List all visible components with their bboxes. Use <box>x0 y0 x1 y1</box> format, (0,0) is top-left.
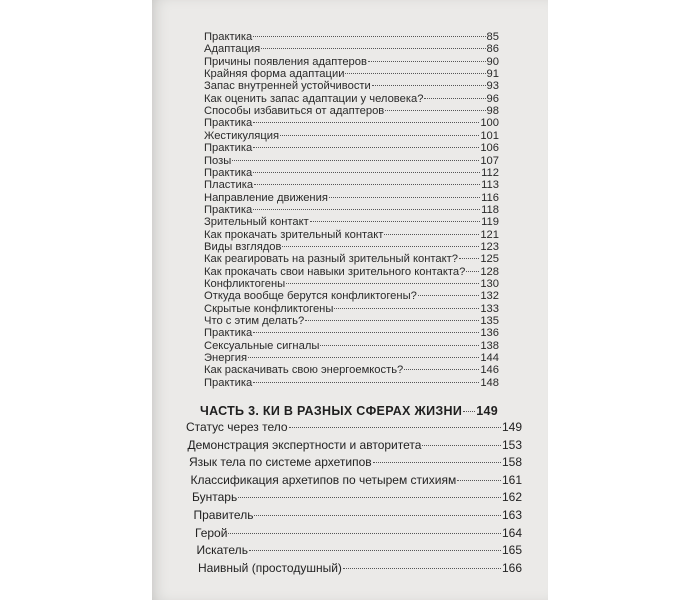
toc-leader-dots <box>232 160 479 161</box>
toc-leader-dots <box>463 411 475 412</box>
toc-page-number: 96 <box>486 92 499 105</box>
table-of-contents <box>152 0 548 600</box>
toc-entry-title: Как реагировать на разный зрительный контакт? <box>204 253 458 266</box>
toc-entry-title: Адаптация <box>204 43 261 56</box>
toc-page-number: 130 <box>480 278 499 290</box>
toc-page-number: 128 <box>480 265 499 278</box>
toc-page-number: 148 <box>480 376 499 389</box>
toc-entry-title: Язык тела по системе архетипов <box>189 455 372 470</box>
toc-entry-title: Запас внутренней устойчивости <box>204 80 371 93</box>
toc-entry-title: Статус через тело <box>186 420 288 434</box>
toc-page-number: 133 <box>480 302 499 315</box>
toc-leader-dots <box>329 197 480 198</box>
toc-leader-dots <box>280 135 479 136</box>
toc-leader-dots <box>404 369 479 370</box>
toc-page-number: 118 <box>481 203 499 216</box>
toc-entry-title: Крайняя форма адаптации <box>204 68 345 81</box>
toc-leader-dots <box>418 295 479 296</box>
toc-entry-title: Практика <box>204 142 253 155</box>
toc-page-number: 119 <box>481 216 499 229</box>
toc-entry-title: Практика <box>204 203 253 216</box>
toc-leader-dots <box>310 221 480 222</box>
toc-leader-dots <box>343 568 501 569</box>
toc-leader-dots <box>384 234 479 235</box>
toc-leader-dots <box>305 320 479 321</box>
toc-part-heading <box>200 404 498 418</box>
toc-entry <box>194 508 523 523</box>
toc-page-number: 144 <box>480 352 499 365</box>
toc-entry-title: Как прокачать зрительный контакт <box>204 228 384 241</box>
book-page <box>152 0 548 600</box>
toc-entry-title: Причины появления адаптеров <box>204 55 367 68</box>
toc-leader-dots <box>253 36 485 37</box>
toc-leader-dots <box>253 332 479 333</box>
toc-page-number: 113 <box>481 179 499 192</box>
toc-entry-title: Практика <box>204 31 253 43</box>
toc-page-number: 112 <box>481 166 499 179</box>
toc-page-number: 121 <box>480 228 499 241</box>
toc-entry <box>191 473 523 488</box>
toc-page-number: 161 <box>501 472 522 487</box>
toc-entry-title: Практика <box>204 166 253 179</box>
toc-page-number: 98 <box>486 105 499 118</box>
toc-leader-dots <box>249 550 501 551</box>
toc-entry-title: Пластика <box>204 179 254 192</box>
toc-page-number: 106 <box>480 142 499 155</box>
toc-entry-title: Конфликтогены <box>204 278 286 290</box>
toc-page-number: 90 <box>486 55 499 68</box>
toc-page-number: 107 <box>480 154 499 167</box>
toc-page-number: 158 <box>501 455 522 470</box>
toc-entry-title: Направление движения <box>204 191 328 204</box>
toc-leader-dots <box>254 515 501 516</box>
toc-leader-dots <box>286 283 479 284</box>
toc-entry-title: Энергия <box>204 352 248 365</box>
toc-entry-title: Позы <box>204 154 232 167</box>
toc-entry-title: Как оценить запас адаптации у человека? <box>204 92 424 105</box>
toc-entry-title: Герой <box>195 525 228 540</box>
toc-entry-title: Практика <box>204 117 253 130</box>
toc-page-number: 153 <box>501 437 522 452</box>
toc-leader-dots <box>466 271 479 272</box>
toc-leader-dots <box>372 85 486 86</box>
toc-leader-dots <box>345 73 485 74</box>
toc-entry-title: Зрительный контакт <box>204 216 309 229</box>
toc-entry-title: Скрытые конфликтогены <box>204 302 334 315</box>
toc-entry-title: ЧАСТЬ 3. КИ В РАЗНЫХ СФЕРАХ ЖИЗНИ <box>200 404 463 418</box>
toc-leader-dots <box>385 110 485 111</box>
toc-leader-dots <box>373 462 501 463</box>
toc-leader-dots <box>253 172 480 173</box>
toc-leader-dots <box>261 48 485 49</box>
toc-entry-title: Практика <box>204 327 253 340</box>
toc-page-number: 101 <box>480 129 499 142</box>
toc-leader-dots <box>254 184 480 185</box>
toc-page-number: 149 <box>476 404 498 418</box>
toc-leader-dots <box>459 258 479 259</box>
toc-entry <box>189 455 522 470</box>
toc-entry <box>197 543 523 558</box>
toc-entry-title: Жестикуляция <box>204 129 280 142</box>
toc-page-number: 138 <box>480 339 499 352</box>
toc-entry-title: Классификация архетипов по четырем стихиям <box>190 472 457 487</box>
toc-entry-title: Правитель <box>193 508 254 522</box>
toc-page-number: 163 <box>501 508 522 522</box>
toc-entry-title: Демонстрация экспертности и авторитета <box>187 437 422 452</box>
toc-entry <box>198 561 522 576</box>
toc-entry-title: Как раскачивать свою энергоемкость? <box>204 364 404 377</box>
toc-entry-title: Практика <box>204 376 253 389</box>
toc-entry <box>192 490 522 505</box>
toc-leader-dots <box>424 98 485 99</box>
toc-leader-dots <box>320 345 479 346</box>
toc-page-number: 165 <box>501 543 522 558</box>
toc-leader-dots <box>228 533 501 534</box>
toc-entry <box>195 526 522 541</box>
toc-page-number: 132 <box>480 290 499 303</box>
toc-leader-dots <box>248 357 479 358</box>
toc-page-number: 123 <box>480 240 499 253</box>
toc-entry-title: Виды взглядов <box>204 240 282 253</box>
toc-entry-title: Откуда вообще берутся конфликтогены? <box>204 290 417 303</box>
toc-leader-dots <box>457 480 501 481</box>
toc-page-number: 116 <box>481 191 499 204</box>
toc-leader-dots <box>334 308 479 309</box>
toc-entry-title: Сексуальные сигналы <box>204 339 320 352</box>
toc-entry <box>204 376 499 390</box>
toc-entry <box>186 420 522 435</box>
toc-page-number: 164 <box>501 525 522 540</box>
toc-page-number: 100 <box>480 117 499 130</box>
toc-page-number: 91 <box>486 68 499 81</box>
toc-page-number: 85 <box>486 31 499 43</box>
toc-page-number: 136 <box>480 327 499 340</box>
toc-leader-dots <box>253 147 479 148</box>
toc-page-number: 135 <box>480 315 499 328</box>
toc-leader-dots <box>368 61 486 62</box>
toc-leader-dots <box>253 122 479 123</box>
toc-page-number: 93 <box>486 80 499 93</box>
toc-page-number: 149 <box>501 420 522 434</box>
toc-entry-title: Способы избавиться от адаптеров <box>204 105 385 118</box>
toc-leader-dots <box>289 427 501 428</box>
toc-page-number: 166 <box>501 560 522 575</box>
toc-leader-dots <box>422 445 501 446</box>
toc-entry-title: Как прокачать свои навыки зрительного контакта? <box>204 265 466 278</box>
toc-entry <box>188 438 523 453</box>
toc-entry-title: Наивный (простодушный) <box>198 560 342 575</box>
toc-page-number: 162 <box>501 490 522 505</box>
toc-page-number: 86 <box>486 43 499 56</box>
toc-leader-dots <box>253 382 479 383</box>
toc-entry-title: Что с этим делать? <box>204 315 305 328</box>
toc-leader-dots <box>253 209 480 210</box>
toc-page-number: 146 <box>480 364 499 377</box>
toc-page-number: 125 <box>480 253 499 266</box>
toc-leader-dots <box>282 246 479 247</box>
toc-leader-dots <box>238 497 501 498</box>
toc-entry-title: Искатель <box>196 543 248 558</box>
toc-entry-title: Бунтарь <box>192 490 238 505</box>
